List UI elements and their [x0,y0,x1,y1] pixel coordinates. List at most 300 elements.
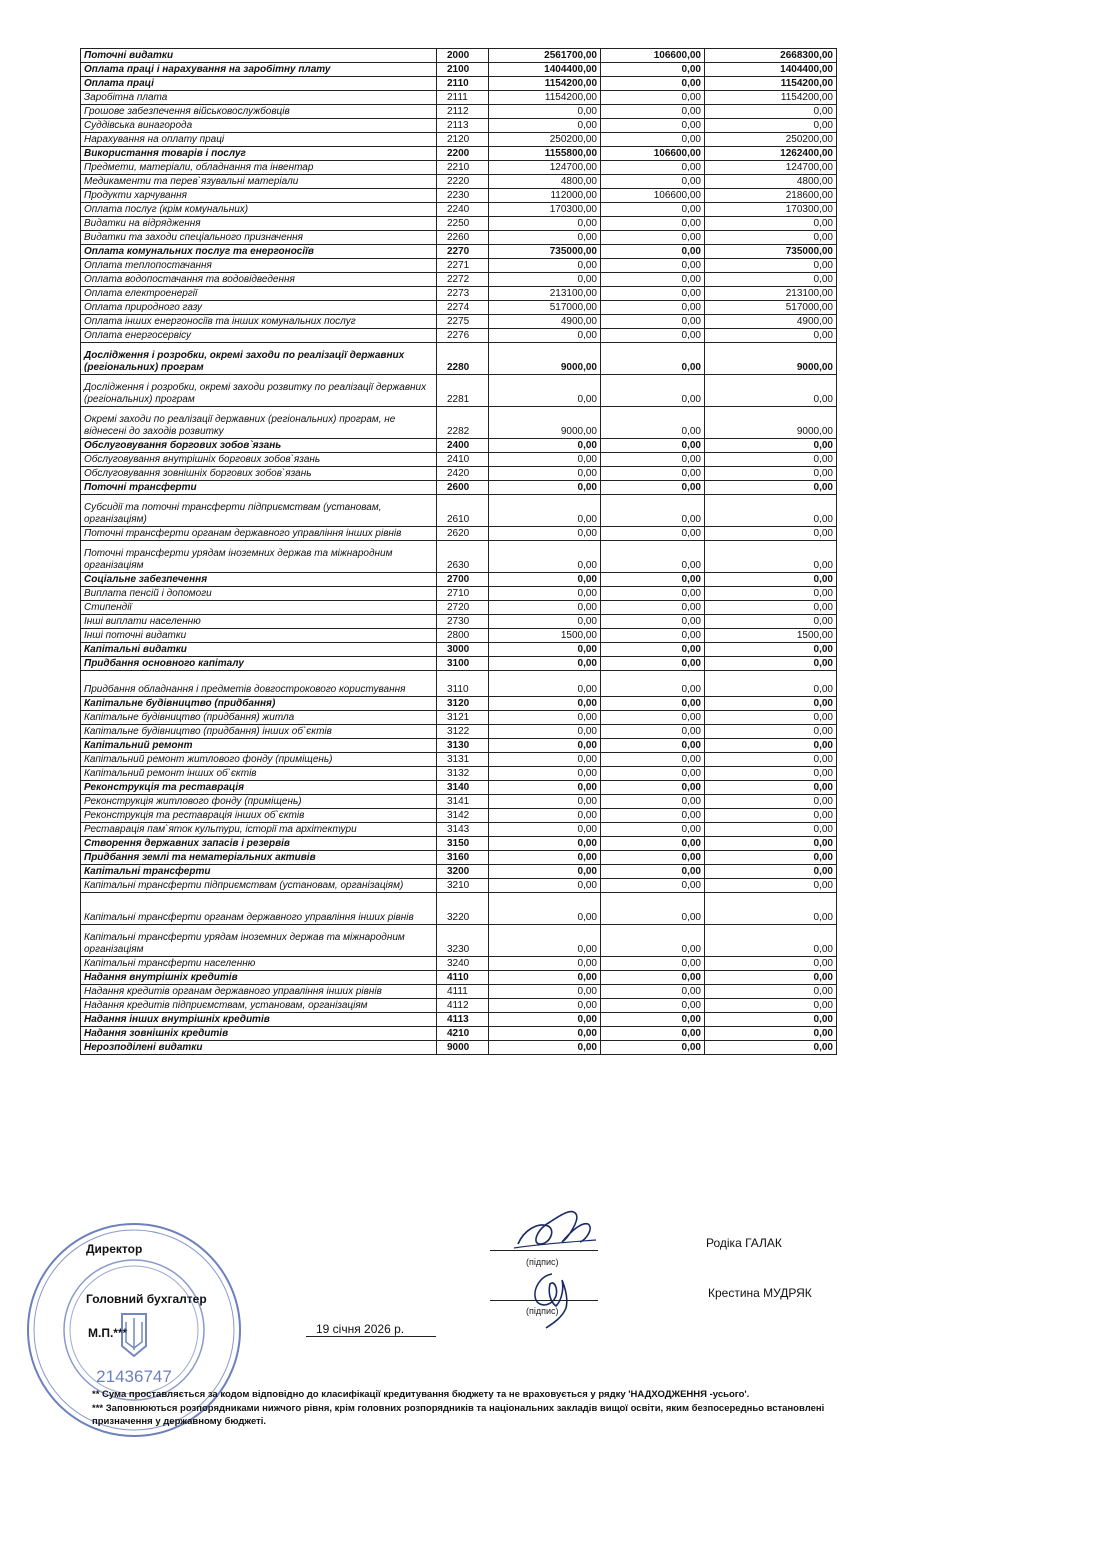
table-row [81,481,837,495]
row-value-3-cell: 0,00 [705,767,837,781]
table-row [81,781,837,795]
row-value-3-cell: 0,00 [705,1027,837,1041]
table-row [81,629,837,643]
row-value-3-cell: 0,00 [705,231,837,245]
row-name-cell: Видатки та заходи спеціального призначення [81,231,437,245]
row-name-cell: Нерозподілені видатки [81,1041,437,1055]
row-value-2-cell: 0,00 [601,767,705,781]
row-value-3-cell: 0,00 [705,697,837,711]
table-row [81,865,837,879]
row-value-2-cell: 0,00 [601,161,705,175]
table-body [81,49,837,1055]
row-value-3-cell: 0,00 [705,1013,837,1027]
row-value-2-cell: 0,00 [601,119,705,133]
row-value-3-cell: 0,00 [705,739,837,753]
row-value-1-cell: 0,00 [489,541,601,573]
row-value-2-cell: 0,00 [601,893,705,925]
row-value-2-cell: 0,00 [601,105,705,119]
table-row [81,795,837,809]
row-value-1-cell: 124700,00 [489,161,601,175]
row-code-cell: 2400 [437,439,489,453]
table-row [81,587,837,601]
row-value-3-cell: 0,00 [705,495,837,527]
row-value-2-cell: 0,00 [601,315,705,329]
row-value-2-cell: 0,00 [601,287,705,301]
row-value-1-cell: 0,00 [489,329,601,343]
table-row [81,971,837,985]
row-value-3-cell: 0,00 [705,601,837,615]
row-code-cell: 3120 [437,697,489,711]
row-value-3-cell: 0,00 [705,893,837,925]
row-value-2-cell: 0,00 [601,671,705,697]
row-code-cell: 2282 [437,407,489,439]
row-value-1-cell: 0,00 [489,781,601,795]
table-row [81,343,837,375]
row-value-3-cell: 0,00 [705,643,837,657]
row-value-2-cell: 0,00 [601,527,705,541]
table-row [81,231,837,245]
row-name-cell: Капітальні трансферти підприємствам (установам, організаціям) [81,879,437,893]
row-value-1-cell: 213100,00 [489,287,601,301]
row-code-cell: 2730 [437,615,489,629]
row-value-1-cell: 0,00 [489,725,601,739]
table-row [81,63,837,77]
row-value-1-cell: 0,00 [489,795,601,809]
row-value-1-cell: 4800,00 [489,175,601,189]
row-value-1-cell: 9000,00 [489,343,601,375]
row-name-cell: Медикаменти та перев`язувальні матеріали [81,175,437,189]
row-value-2-cell: 0,00 [601,1027,705,1041]
table-row [81,879,837,893]
row-value-3-cell: 0,00 [705,865,837,879]
row-value-1-cell: 1404400,00 [489,63,601,77]
table-row [81,189,837,203]
row-code-cell: 2630 [437,541,489,573]
row-value-2-cell: 0,00 [601,865,705,879]
row-name-cell: Надання інших внутрішніх кредитів [81,1013,437,1027]
row-value-3-cell: 1262400,00 [705,147,837,161]
sign-caption-2: (підпис) [526,1306,559,1316]
row-value-1-cell: 1155800,00 [489,147,601,161]
row-value-2-cell: 0,00 [601,795,705,809]
row-value-2-cell: 0,00 [601,259,705,273]
director-name: Родіка ГАЛАК [706,1236,782,1250]
row-code-cell: 4110 [437,971,489,985]
row-value-1-cell: 9000,00 [489,407,601,439]
table-row [81,725,837,739]
row-value-2-cell: 0,00 [601,957,705,971]
row-name-cell: Оплата комунальних послуг та енергоносіїв [81,245,437,259]
row-value-2-cell: 0,00 [601,77,705,91]
row-name-cell: Стипендії [81,601,437,615]
row-code-cell: 3143 [437,823,489,837]
row-name-cell: Капітальний ремонт житлового фонду (приміщень) [81,753,437,767]
row-value-2-cell: 0,00 [601,1041,705,1055]
table-row [81,133,837,147]
row-value-3-cell: 0,00 [705,217,837,231]
table-row [81,671,837,697]
row-name-cell: Субсидії та поточні трансферти підприємствам (установам, організаціям) [81,495,437,527]
row-value-3-cell: 0,00 [705,615,837,629]
row-code-cell: 3000 [437,643,489,657]
row-value-3-cell: 0,00 [705,781,837,795]
row-value-3-cell: 250200,00 [705,133,837,147]
table-row [81,203,837,217]
table-row [81,823,837,837]
row-code-cell: 4113 [437,1013,489,1027]
table-row [81,541,837,573]
row-value-1-cell: 0,00 [489,259,601,273]
table-row [81,697,837,711]
row-value-1-cell: 0,00 [489,481,601,495]
row-name-cell: Капітальний ремонт [81,739,437,753]
row-name-cell: Надання зовнішніх кредитів [81,1027,437,1041]
row-value-2-cell: 0,00 [601,231,705,245]
row-name-cell: Оплата природного газу [81,301,437,315]
row-value-2-cell: 0,00 [601,245,705,259]
row-value-2-cell: 0,00 [601,809,705,823]
row-value-3-cell: 0,00 [705,573,837,587]
row-code-cell: 4210 [437,1027,489,1041]
row-value-1-cell: 0,00 [489,753,601,767]
row-value-2-cell: 0,00 [601,541,705,573]
table-row [81,615,837,629]
row-value-1-cell: 0,00 [489,985,601,999]
row-value-2-cell: 0,00 [601,273,705,287]
row-name-cell: Дослідження і розробки, окремі заходи по реалізації державних (регіональних) програм [81,343,437,375]
row-value-3-cell: 1154200,00 [705,91,837,105]
row-value-3-cell: 0,00 [705,105,837,119]
row-value-2-cell: 0,00 [601,925,705,957]
row-value-1-cell: 0,00 [489,217,601,231]
row-value-3-cell: 1404400,00 [705,63,837,77]
row-code-cell: 2271 [437,259,489,273]
row-code-cell: 2260 [437,231,489,245]
table-row [81,217,837,231]
row-name-cell: Окремі заходи по реалізації державних (регіональних) програм, не віднесені до заходів розвитку [81,407,437,439]
row-value-2-cell: 0,00 [601,217,705,231]
row-value-1-cell: 170300,00 [489,203,601,217]
row-value-1-cell: 0,00 [489,999,601,1013]
row-value-2-cell: 0,00 [601,343,705,375]
table-row [81,711,837,725]
row-code-cell: 3110 [437,671,489,697]
row-name-cell: Створення державних запасів і резервів [81,837,437,851]
row-code-cell: 3121 [437,711,489,725]
row-code-cell: 3240 [437,957,489,971]
row-name-cell: Поточні трансферти [81,481,437,495]
row-value-1-cell: 0,00 [489,573,601,587]
row-code-cell: 2210 [437,161,489,175]
row-value-2-cell: 0,00 [601,697,705,711]
row-value-2-cell: 0,00 [601,91,705,105]
row-name-cell: Реставрація пам`яток культури, історії та архітектури [81,823,437,837]
table-row [81,77,837,91]
row-value-1-cell: 0,00 [489,643,601,657]
row-code-cell: 3140 [437,781,489,795]
row-code-cell: 2410 [437,453,489,467]
row-code-cell: 2700 [437,573,489,587]
row-code-cell: 2275 [437,315,489,329]
row-code-cell: 3130 [437,739,489,753]
row-value-1-cell: 0,00 [489,851,601,865]
row-code-cell: 3210 [437,879,489,893]
row-value-2-cell: 106600,00 [601,147,705,161]
document-date: 19 січня 2026 р. [316,1322,405,1336]
row-value-2-cell: 0,00 [601,63,705,77]
stamp-code: 21436747 [96,1367,172,1386]
row-code-cell: 2120 [437,133,489,147]
official-seal-icon [22,1218,246,1442]
row-value-1-cell: 0,00 [489,119,601,133]
row-code-cell: 2240 [437,203,489,217]
row-value-1-cell: 0,00 [489,809,601,823]
row-name-cell: Капітальні трансферти органам державного управління інших рівнів [81,893,437,925]
row-value-3-cell: 0,00 [705,1041,837,1055]
row-name-cell: Заробітна плата [81,91,437,105]
row-code-cell: 9000 [437,1041,489,1055]
table-row [81,453,837,467]
row-value-2-cell: 0,00 [601,133,705,147]
row-value-3-cell: 0,00 [705,851,837,865]
table-row [81,1027,837,1041]
row-code-cell: 2720 [437,601,489,615]
row-code-cell: 2600 [437,481,489,495]
row-value-3-cell: 0,00 [705,971,837,985]
row-code-cell: 3200 [437,865,489,879]
table-row [81,1013,837,1027]
row-value-2-cell: 0,00 [601,781,705,795]
table-row [81,851,837,865]
row-value-2-cell: 0,00 [601,587,705,601]
row-value-3-cell: 2668300,00 [705,49,837,63]
row-name-cell: Нарахування на оплату праці [81,133,437,147]
row-code-cell: 2000 [437,49,489,63]
row-value-1-cell: 0,00 [489,925,601,957]
table-row [81,527,837,541]
row-code-cell: 2112 [437,105,489,119]
row-name-cell: Капітальні видатки [81,643,437,657]
row-value-2-cell: 0,00 [601,375,705,407]
row-value-1-cell: 0,00 [489,767,601,781]
table-row [81,925,837,957]
row-value-1-cell: 1154200,00 [489,77,601,91]
row-name-cell: Оплата послуг (крім комунальних) [81,203,437,217]
row-value-1-cell: 0,00 [489,893,601,925]
row-name-cell: Оплата праці і нарахування на заробітну плату [81,63,437,77]
row-value-3-cell: 0,00 [705,439,837,453]
row-value-2-cell: 0,00 [601,629,705,643]
table-row [81,375,837,407]
row-value-1-cell: 0,00 [489,231,601,245]
row-value-1-cell: 0,00 [489,105,601,119]
row-value-2-cell: 106600,00 [601,189,705,203]
row-name-cell: Використання товарів і послуг [81,147,437,161]
row-value-3-cell: 0,00 [705,711,837,725]
row-value-2-cell: 0,00 [601,643,705,657]
row-value-3-cell: 1500,00 [705,629,837,643]
row-value-1-cell: 4900,00 [489,315,601,329]
row-value-2-cell: 0,00 [601,407,705,439]
row-value-1-cell: 1500,00 [489,629,601,643]
row-value-2-cell: 0,00 [601,753,705,767]
row-value-3-cell: 0,00 [705,481,837,495]
row-value-1-cell: 0,00 [489,1041,601,1055]
row-name-cell: Капітальне будівництво (придбання) житла [81,711,437,725]
table-row [81,893,837,925]
row-name-cell: Оплата енергосервісу [81,329,437,343]
table-row [81,147,837,161]
row-name-cell: Виплата пенсій і допомоги [81,587,437,601]
row-value-3-cell: 0,00 [705,725,837,739]
row-code-cell: 3131 [437,753,489,767]
row-value-3-cell: 0,00 [705,671,837,697]
accountant-signature-icon [522,1266,582,1332]
table-row [81,999,837,1013]
row-value-1-cell: 0,00 [489,823,601,837]
footnote-2: *** Заповнюються розпорядниками нижчого рівня, крім головних розпорядників та національних закладів вищої освіти, яким безпосередньо встановлені призначення у державному бюджеті. [92,1403,825,1427]
row-value-1-cell: 1154200,00 [489,91,601,105]
row-code-cell: 2250 [437,217,489,231]
row-value-3-cell: 0,00 [705,879,837,893]
row-value-3-cell: 735000,00 [705,245,837,259]
row-value-1-cell: 735000,00 [489,245,601,259]
row-value-2-cell: 0,00 [601,823,705,837]
row-value-3-cell: 0,00 [705,657,837,671]
table-row [81,985,837,999]
row-value-1-cell: 0,00 [489,375,601,407]
row-value-1-cell: 0,00 [489,971,601,985]
row-code-cell: 2281 [437,375,489,407]
row-name-cell: Капітальні трансферти населенню [81,957,437,971]
row-code-cell: 4112 [437,999,489,1013]
table-row [81,495,837,527]
accountant-name: Крестина МУДРЯК [708,1286,812,1300]
row-name-cell: Придбання землі та нематеріальних активів [81,851,437,865]
row-value-3-cell: 0,00 [705,467,837,481]
row-value-3-cell: 4900,00 [705,315,837,329]
row-value-3-cell: 517000,00 [705,301,837,315]
row-name-cell: Реконструкція та реставрація [81,781,437,795]
row-name-cell: Надання внутрішніх кредитів [81,971,437,985]
row-name-cell: Поточні видатки [81,49,437,63]
table-row [81,161,837,175]
row-value-2-cell: 0,00 [601,615,705,629]
row-code-cell: 2270 [437,245,489,259]
row-value-3-cell: 4800,00 [705,175,837,189]
row-value-3-cell: 0,00 [705,453,837,467]
accountant-label: Головний бухгалтер [86,1292,207,1306]
row-name-cell: Реконструкція та реставрація інших об`єктів [81,809,437,823]
row-value-3-cell: 0,00 [705,119,837,133]
row-value-3-cell: 0,00 [705,809,837,823]
table-row [81,259,837,273]
row-value-1-cell: 0,00 [489,439,601,453]
row-value-3-cell: 124700,00 [705,161,837,175]
row-value-2-cell: 0,00 [601,467,705,481]
row-value-1-cell: 0,00 [489,879,601,893]
row-name-cell: Надання кредитів органам державного управління інших рівнів [81,985,437,999]
row-name-cell: Дослідження і розробки, окремі заходи розвитку по реалізації державних (регіональних) програм [81,375,437,407]
director-signature-icon [510,1200,600,1255]
row-value-1-cell: 0,00 [489,601,601,615]
row-code-cell: 2620 [437,527,489,541]
row-value-1-cell: 0,00 [489,957,601,971]
row-value-2-cell: 0,00 [601,439,705,453]
row-value-1-cell: 0,00 [489,1027,601,1041]
row-code-cell: 3142 [437,809,489,823]
row-value-2-cell: 0,00 [601,1013,705,1027]
row-value-2-cell: 0,00 [601,453,705,467]
row-value-1-cell: 0,00 [489,615,601,629]
table-row [81,767,837,781]
row-name-cell: Поточні трансферти органам державного управління інших рівнів [81,527,437,541]
table-row [81,601,837,615]
row-name-cell: Предмети, матеріали, обладнання та інвентар [81,161,437,175]
row-name-cell: Оплата інших енергоносіїв та інших комунальних послуг [81,315,437,329]
row-value-1-cell: 0,00 [489,453,601,467]
table-row [81,837,837,851]
row-name-cell: Придбання обладнання і предметів довгострокового користування [81,671,437,697]
table-row [81,315,837,329]
row-value-3-cell: 0,00 [705,753,837,767]
row-value-1-cell: 0,00 [489,865,601,879]
row-value-3-cell: 213100,00 [705,287,837,301]
row-code-cell: 2710 [437,587,489,601]
row-value-1-cell: 0,00 [489,273,601,287]
row-name-cell: Капітальні трансферти урядам іноземних держав та міжнародним організаціям [81,925,437,957]
row-value-2-cell: 0,00 [601,601,705,615]
row-name-cell: Продукти харчування [81,189,437,203]
table-row [81,407,837,439]
table-row [81,273,837,287]
row-value-3-cell: 0,00 [705,273,837,287]
row-value-3-cell: 0,00 [705,527,837,541]
row-value-2-cell: 0,00 [601,725,705,739]
row-value-1-cell: 250200,00 [489,133,601,147]
row-name-cell: Капітальне будівництво (придбання) інших об`єктів [81,725,437,739]
row-value-3-cell: 0,00 [705,375,837,407]
footnote-1: ** Сума проставляється за кодом відповідно до класифікації кредитування бюджету та не враховується у рядку 'НАДХОДЖЕННЯ -усього'. [92,1389,750,1400]
row-value-3-cell: 0,00 [705,259,837,273]
row-value-3-cell: 0,00 [705,823,837,837]
row-code-cell: 3122 [437,725,489,739]
budget-expenditure-table [80,48,837,1055]
table-row [81,467,837,481]
row-code-cell: 2272 [437,273,489,287]
row-code-cell: 2276 [437,329,489,343]
row-value-3-cell: 9000,00 [705,407,837,439]
row-name-cell: Оплата електроенергії [81,287,437,301]
row-value-2-cell: 0,00 [601,175,705,189]
director-label: Директор [86,1242,143,1256]
row-code-cell: 3150 [437,837,489,851]
row-value-1-cell: 2561700,00 [489,49,601,63]
row-name-cell: Суддівська винагорода [81,119,437,133]
row-code-cell: 4111 [437,985,489,999]
row-value-3-cell: 218600,00 [705,189,837,203]
accountant-sign-line [490,1300,598,1301]
row-value-2-cell: 0,00 [601,879,705,893]
row-name-cell: Поточні трансферти урядам іноземних держав та міжнародним організаціям [81,541,437,573]
row-name-cell: Видатки на відрядження [81,217,437,231]
table-row [81,245,837,259]
row-value-2-cell: 106600,00 [601,49,705,63]
row-code-cell: 2610 [437,495,489,527]
row-value-2-cell: 0,00 [601,851,705,865]
table-row [81,753,837,767]
date-line [306,1336,436,1337]
